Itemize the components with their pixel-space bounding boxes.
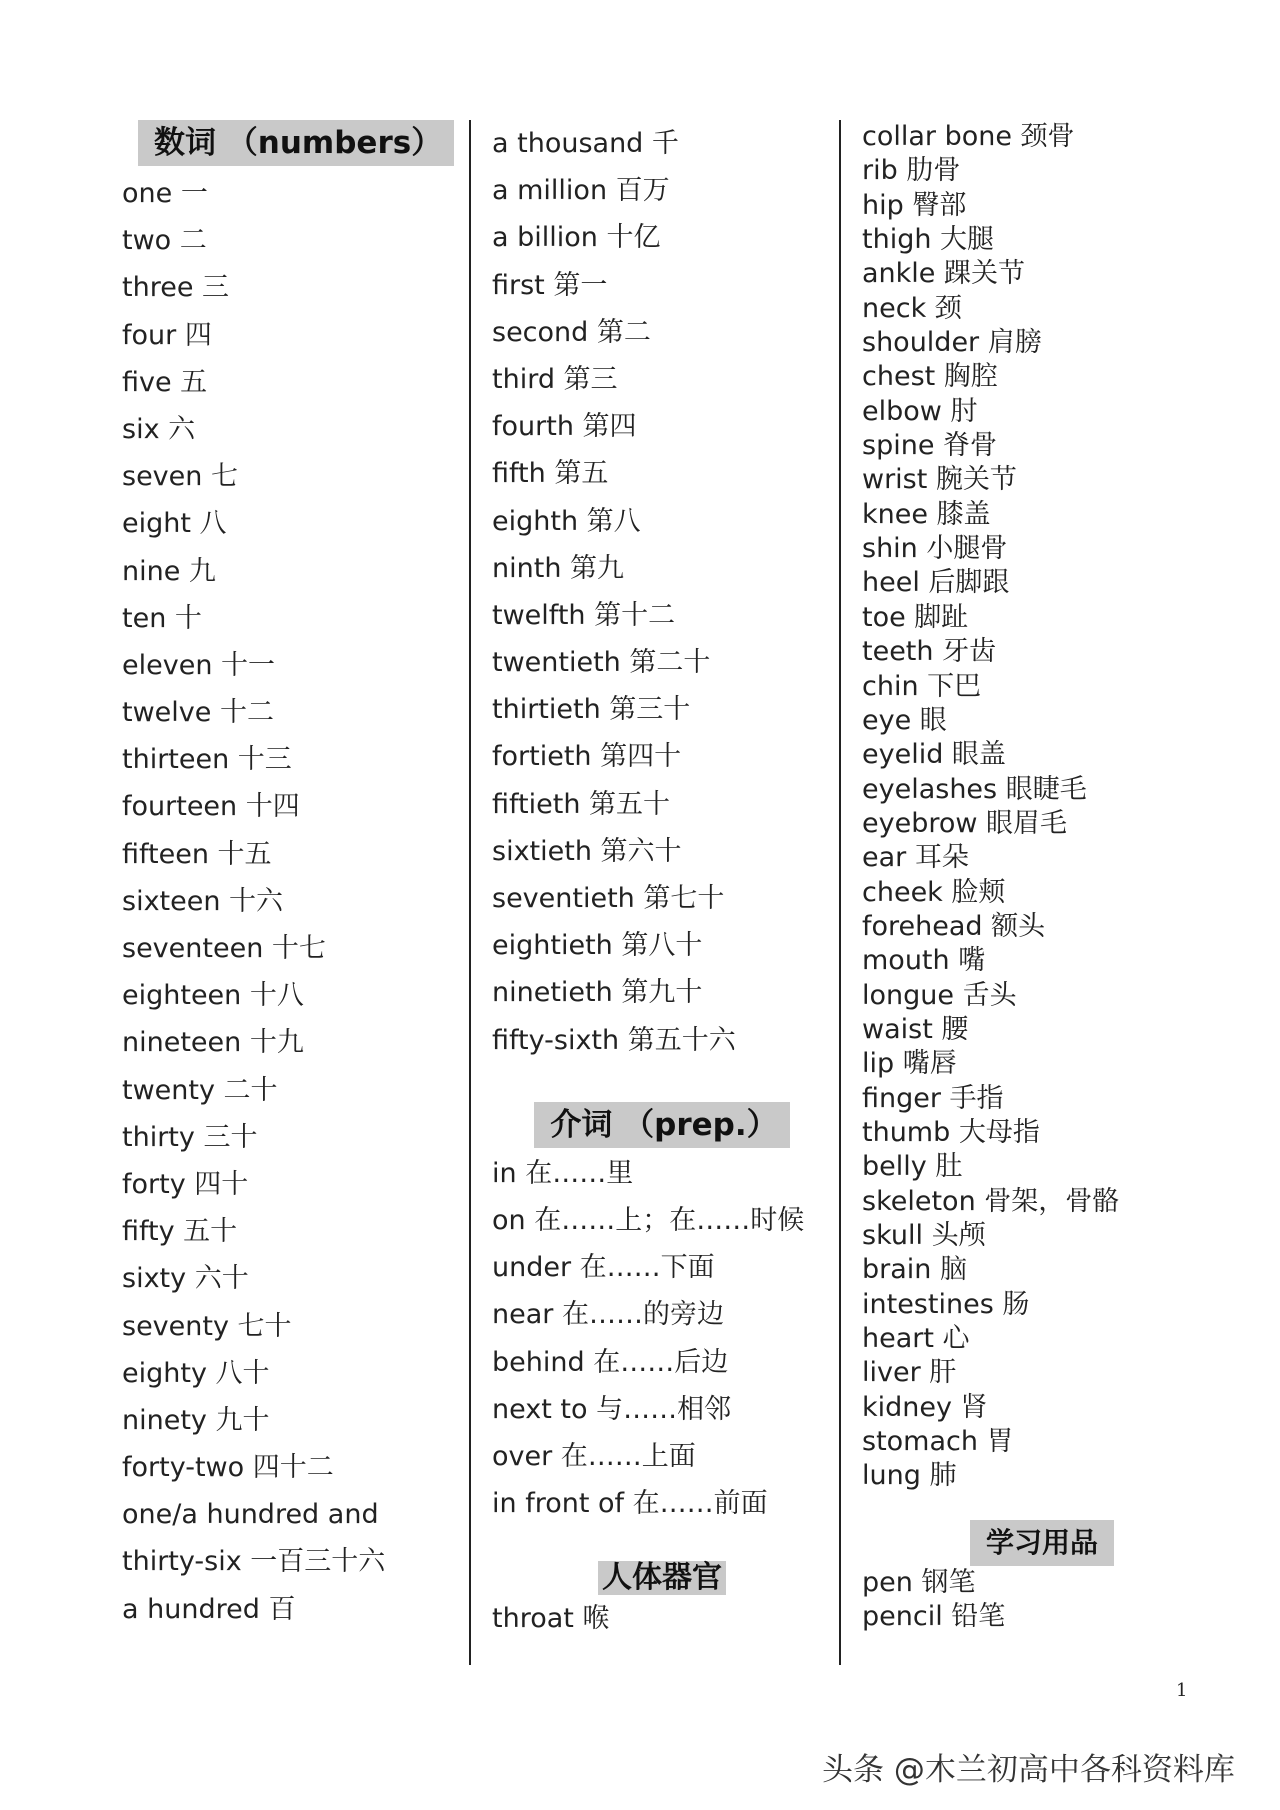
prep-list xyxy=(492,1150,832,1528)
vocab-entry: seventieth 第七十 xyxy=(492,883,725,914)
vocab-entry: eyebrow 眼眉毛 xyxy=(862,807,1068,839)
vocab-entry: longue 舌头 xyxy=(862,979,1017,1011)
vocab-entry: eighty 八十 xyxy=(122,1357,270,1389)
vocab-entry: shoulder 肩膀 xyxy=(862,327,1042,359)
school-supplies-list xyxy=(862,1566,1222,1635)
vocab-entry: seventy 七十 xyxy=(122,1310,292,1342)
vocab-entry: twelve 十二 xyxy=(122,697,274,729)
vocab-entry: intestines 肠 xyxy=(862,1288,1030,1320)
vocab-entry: five 五 xyxy=(122,366,208,398)
vocab-entry: near 在……的旁边 xyxy=(492,1299,724,1331)
column-divider xyxy=(839,120,841,1665)
vocab-entry: liver 肝 xyxy=(862,1357,957,1389)
vocab-entry: nineteen 十九 xyxy=(122,1027,304,1059)
vocab-entry: thumb 大母指 xyxy=(862,1116,1040,1148)
vocab-entry: fifteen 十五 xyxy=(122,838,272,870)
vocab-entry: ninety 九十 xyxy=(122,1404,270,1436)
vocab-entry: ten 十 xyxy=(122,602,202,634)
vocab-entry: kidney 肾 xyxy=(862,1391,988,1423)
vocab-entry: belly 肚 xyxy=(862,1151,963,1183)
vocab-entry: forty-two 四十二 xyxy=(122,1452,334,1484)
vocab-entry: on 在……上；在……时候 xyxy=(492,1204,805,1236)
vocab-entry: next to 与……相邻 xyxy=(492,1393,732,1425)
vocab-entry: neck 颈 xyxy=(862,292,962,324)
vocab-entry: nine 九 xyxy=(122,555,216,587)
body-parts-column xyxy=(862,120,1222,1634)
numbers-list xyxy=(122,170,462,1633)
vocab-entry: ninth 第九 xyxy=(492,552,625,584)
vocab-entry: chest 胸腔 xyxy=(862,361,998,393)
vocab-entry: fifty-sixth 第五十六 xyxy=(492,1024,736,1056)
vocab-entry: fifty 五十 xyxy=(122,1216,238,1248)
vocab-entry: two 二 xyxy=(122,225,207,257)
vocab-entry: stomach 胃 xyxy=(862,1426,1014,1458)
vocab-entry: behind 在……后边 xyxy=(492,1346,729,1378)
vocab-entry: brain 脑 xyxy=(862,1254,967,1286)
vocab-entry: twelfth 第十二 xyxy=(492,599,676,631)
vocab-entry: fourth 第四 xyxy=(492,411,637,443)
vocab-entry: twenty 二十 xyxy=(122,1074,278,1106)
vocab-entry: skull 头颅 xyxy=(862,1220,986,1251)
vocab-entry: second 第二 xyxy=(492,316,651,348)
page-number: 1 xyxy=(1176,1680,1188,1701)
vocab-entry: eighteen 十八 xyxy=(122,980,304,1012)
school-supplies-heading: 学习用品 xyxy=(970,1520,1114,1566)
vocab-entry: thirty 三十 xyxy=(122,1121,258,1153)
vocab-entry: eyelid 眼盖 xyxy=(862,739,1006,771)
vocab-entry: eyelashes 眼睫毛 xyxy=(862,773,1087,805)
prep-heading: 介词 （prep.） xyxy=(534,1102,789,1148)
vocab-entry: shin 小腿骨 xyxy=(862,533,1008,565)
vocab-entry: hip 臀部 xyxy=(862,189,967,221)
vocab-entry: teeth 牙齿 xyxy=(862,636,997,668)
ordinals-column xyxy=(492,120,832,1642)
vocab-entry: skeleton 骨架，骨骼 xyxy=(862,1185,1120,1217)
vocab-entry: thirtieth 第三十 xyxy=(492,694,691,726)
body-organs-heading: 人体器官 xyxy=(598,1561,726,1595)
column-divider xyxy=(469,120,471,1665)
vocab-entry: in front of 在……前面 xyxy=(492,1488,768,1520)
vocab-entry: forty 四十 xyxy=(122,1168,249,1200)
vocab-entry: rib 肋骨 xyxy=(862,155,961,187)
vocab-entry: eight 八 xyxy=(122,508,227,540)
vocab-entry: finger 手指 xyxy=(862,1082,1004,1114)
vocab-entry: four 四 xyxy=(122,319,212,351)
vocab-entry: in 在……里 xyxy=(492,1157,634,1189)
vocab-entry: a million 百万 xyxy=(492,175,670,207)
numbers-heading: 数词 （numbers） xyxy=(138,120,454,166)
vocab-entry: pen 钢笔 xyxy=(862,1566,976,1598)
vocab-entry: lip 嘴唇 xyxy=(862,1048,957,1080)
vocab-entry: third 第三 xyxy=(492,363,618,395)
vocab-entry: six 六 xyxy=(122,413,196,445)
vocab-entry: one 一 xyxy=(122,178,208,209)
vocab-entry: sixtieth 第六十 xyxy=(492,835,682,867)
vocab-entry: sixteen 十六 xyxy=(122,885,284,917)
body-parts-list xyxy=(862,120,1222,1494)
vocab-entry: cheek 脸颊 xyxy=(862,876,1006,908)
vocab-entry: first 第一 xyxy=(492,269,608,301)
vocab-entry: fiftieth 第五十 xyxy=(492,788,671,820)
vocab-entry: ear 耳朵 xyxy=(862,842,969,874)
vocab-entry: heel 后脚跟 xyxy=(862,567,1010,599)
vocab-entry: spine 脊骨 xyxy=(862,430,998,462)
vocab-entry: eleven 十一 xyxy=(122,649,276,681)
vocab-entry: ninetieth 第九十 xyxy=(492,977,703,1009)
vocab-entry: thigh 大腿 xyxy=(862,224,995,256)
vocab-entry: one/a hundred and xyxy=(122,1499,379,1531)
vocab-entry: thirty-six 一百三十六 xyxy=(122,1546,386,1578)
vocab-entry: toe 脚趾 xyxy=(862,601,969,633)
vocab-entry: knee 膝盖 xyxy=(862,498,991,530)
vocab-entry: waist 腰 xyxy=(862,1013,969,1045)
vocab-entry: mouth 嘴 xyxy=(862,945,986,977)
vocab-entry: fourteen 十四 xyxy=(122,791,300,823)
vocab-entry: twentieth 第二十 xyxy=(492,647,711,679)
vocab-entry: wrist 腕关节 xyxy=(862,464,1017,496)
vocab-entry: forehead 额头 xyxy=(862,910,1046,942)
vocab-entry: seventeen 十七 xyxy=(122,933,326,964)
vocab-entry: elbow 肘 xyxy=(862,395,978,427)
ordinals-list xyxy=(492,120,832,1064)
vocab-entry: throat 喉 xyxy=(492,1603,610,1635)
vocab-entry: fortieth 第四十 xyxy=(492,741,682,773)
vocab-entry: under 在……下面 xyxy=(492,1252,715,1284)
vocab-entry: a thousand 千 xyxy=(492,128,679,159)
watermark: 头条 @木兰初高中各科资料库 xyxy=(822,1752,1235,1788)
vocab-entry: eye 眼 xyxy=(862,704,947,736)
vocab-entry: heart 心 xyxy=(862,1323,970,1355)
vocab-entry: thirteen 十三 xyxy=(122,744,292,776)
vocab-entry: lung 肺 xyxy=(862,1460,957,1492)
vocab-entry: ankle 踝关节 xyxy=(862,258,1025,290)
body-organs-list-start xyxy=(492,1595,832,1642)
vocab-entry: sixty 六十 xyxy=(122,1263,249,1295)
vocab-entry: pencil 铅笔 xyxy=(862,1601,1006,1633)
vocab-entry: eightieth 第八十 xyxy=(492,930,703,962)
vocab-entry: three 三 xyxy=(122,272,230,304)
vocab-entry: over 在……上面 xyxy=(492,1440,696,1472)
vocab-entry: a hundred 百 xyxy=(122,1593,296,1625)
vocab-entry: fifth 第五 xyxy=(492,458,609,490)
numbers-column xyxy=(122,120,462,1633)
vocab-entry: chin 下巴 xyxy=(862,670,982,702)
vocab-entry: seven 七 xyxy=(122,461,238,493)
vocab-entry: eighth 第八 xyxy=(492,505,641,537)
vocab-entry: collar bone 颈骨 xyxy=(862,121,1075,152)
vocab-entry: a billion 十亿 xyxy=(492,222,661,254)
